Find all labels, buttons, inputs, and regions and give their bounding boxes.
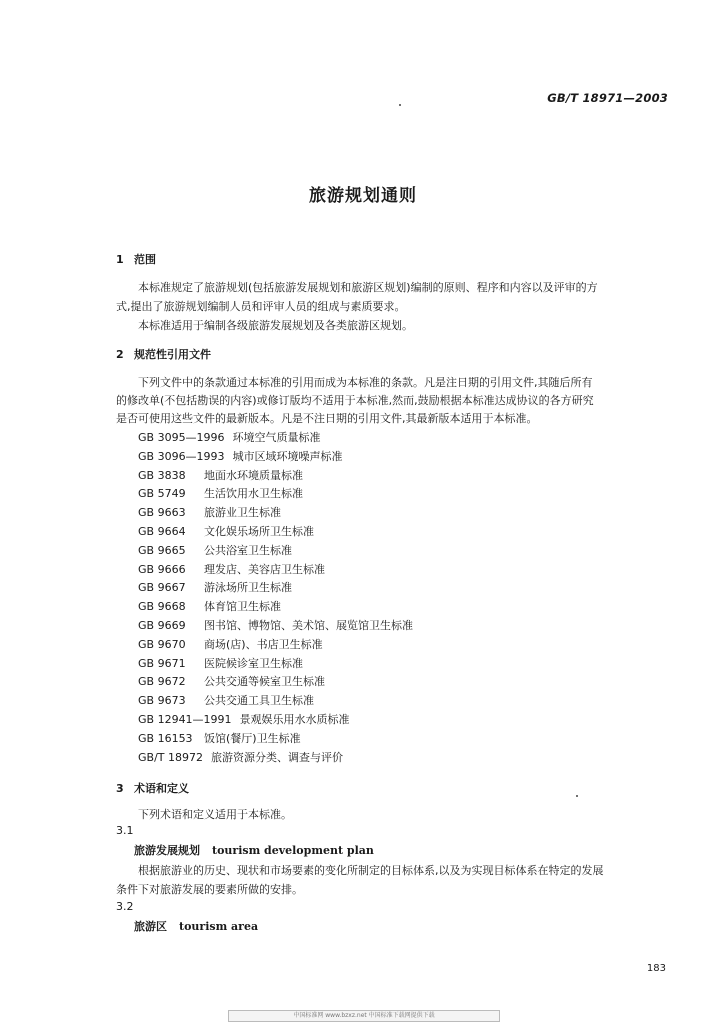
term-cn: 旅游发展规划 bbox=[134, 844, 200, 857]
reference-title: 游泳场所卫生标准 bbox=[204, 581, 292, 595]
term-en: tourism development plan bbox=[212, 844, 374, 857]
s2-para1-line3: 是否可使用这些文件的最新版本。凡是不注日期的引用文件,其最新版本适用于本标准。 bbox=[116, 412, 538, 425]
reference-code: GB 3096—1993 bbox=[138, 449, 225, 463]
watermark-banner: 中国标准网 www.bzxz.net 中国标准下载网提供下载 bbox=[228, 1010, 500, 1022]
reference-code: GB 3095—1996 bbox=[138, 431, 225, 444]
reference-title: 生活饮用水卫生标准 bbox=[204, 487, 303, 501]
s1-para1-line2: 式,提出了旅游规划编制人员和评审人员的组成与素质要求。 bbox=[116, 300, 406, 313]
reference-item bbox=[138, 655, 413, 674]
reference-code: GB 9666 bbox=[138, 562, 186, 576]
reference-title: 公共交通等候室卫生标准 bbox=[204, 675, 325, 689]
reference-code: GB 9672 bbox=[138, 675, 186, 689]
reference-item bbox=[138, 598, 413, 617]
reference-item bbox=[138, 692, 413, 711]
reference-code: GB 5749 bbox=[138, 487, 186, 501]
s2-para1-line1: 下列文件中的条款通过本标准的引用而成为本标准的条款。凡是注日期的引用文件,其随后所有 bbox=[138, 376, 593, 389]
section-number: 2 bbox=[116, 348, 124, 361]
s3-intro: 下列术语和定义适用于本标准。 bbox=[138, 808, 292, 821]
term-3-1 bbox=[134, 842, 374, 858]
reference-item bbox=[138, 561, 413, 580]
reference-item bbox=[138, 448, 413, 467]
reference-title: 医院候诊室卫生标准 bbox=[204, 656, 303, 670]
reference-code: GB 9664 bbox=[138, 524, 186, 538]
reference-code: GB 9667 bbox=[138, 581, 186, 595]
document-title: 旅游规划通则 bbox=[309, 186, 417, 206]
reference-code: GB 9671 bbox=[138, 656, 186, 670]
reference-item bbox=[138, 673, 413, 692]
reference-item bbox=[138, 467, 413, 486]
reference-title: 公共交通工具卫生标准 bbox=[204, 694, 314, 708]
section-number: 3 bbox=[116, 782, 124, 795]
section-title: 范围 bbox=[134, 253, 156, 266]
reference-title: 饭馆(餐厅)卫生标准 bbox=[204, 731, 301, 745]
reference-item bbox=[138, 429, 413, 448]
reference-title: 文化娱乐场所卫生标准 bbox=[204, 524, 314, 538]
scan-speck bbox=[399, 104, 401, 106]
reference-item bbox=[138, 730, 413, 749]
reference-title: 地面水环境质量标准 bbox=[204, 468, 303, 482]
section-title: 术语和定义 bbox=[134, 782, 189, 795]
reference-title: 公共浴室卫生标准 bbox=[204, 543, 292, 557]
reference-item bbox=[138, 711, 413, 730]
section-2-heading bbox=[116, 346, 211, 362]
term-en: tourism area bbox=[179, 920, 259, 933]
reference-title: 商场(店)、书店卫生标准 bbox=[204, 637, 323, 651]
reference-item bbox=[138, 485, 413, 504]
reference-item bbox=[138, 579, 413, 598]
reference-title: 旅游业卫生标准 bbox=[204, 506, 281, 520]
term-3-1-definition-line1: 根据旅游业的历史、现状和市场要素的变化所制定的目标体系,以及为实现目标体系在特定的发展 bbox=[138, 864, 604, 877]
reference-code: GB 9665 bbox=[138, 543, 186, 557]
scan-speck bbox=[576, 795, 578, 797]
page-number: 183 bbox=[646, 963, 666, 974]
s2-para1-line2: 的修改单(不包括勘误的内容)或修订版均不适用于本标准,然而,鼓励根据本标准达成协议的各方研究 bbox=[116, 394, 594, 407]
term-3-2-number: 3.2 bbox=[116, 900, 134, 913]
reference-item bbox=[138, 749, 413, 768]
reference-code: GB 3838 bbox=[138, 468, 186, 482]
standard-code: GB/T 18971—2003 bbox=[547, 91, 668, 105]
reference-code: GB 16153 bbox=[138, 731, 193, 745]
s1-para2: 本标准适用于编制各级旅游发展规划及各类旅游区规划。 bbox=[138, 319, 413, 332]
section-3-heading bbox=[116, 780, 189, 796]
reference-code: GB 9668 bbox=[138, 600, 186, 614]
reference-code: GB 9670 bbox=[138, 637, 186, 651]
section-title: 规范性引用文件 bbox=[134, 348, 211, 361]
s1-para1-line1: 本标准规定了旅游规划(包括旅游发展规划和旅游区规划)编制的原则、程序和内容以及评审的方 bbox=[138, 281, 598, 294]
reference-code: GB/T 18972 bbox=[138, 750, 203, 764]
term-cn: 旅游区 bbox=[134, 920, 167, 933]
term-3-1-number: 3.1 bbox=[116, 824, 134, 837]
reference-title: 景观娱乐用水水质标准 bbox=[239, 712, 350, 726]
reference-item bbox=[138, 504, 413, 523]
reference-code: GB 12941—1991 bbox=[138, 712, 232, 726]
reference-item bbox=[138, 523, 413, 542]
reference-title: 理发店、美容店卫生标准 bbox=[204, 562, 325, 576]
reference-item bbox=[138, 542, 413, 561]
reference-title: 环境空气质量标准 bbox=[232, 431, 321, 444]
reference-title: 图书馆、博物馆、美术馆、展览馆卫生标准 bbox=[204, 618, 413, 632]
reference-title: 旅游资源分类、调查与评价 bbox=[211, 750, 343, 764]
reference-item bbox=[138, 617, 413, 636]
section-number: 1 bbox=[116, 253, 124, 266]
reference-title: 城市区域环境噪声标准 bbox=[232, 449, 343, 463]
reference-item bbox=[138, 636, 413, 655]
reference-code: GB 9663 bbox=[138, 506, 186, 520]
term-3-1-definition-line2: 条件下对旅游发展的要素所做的安排。 bbox=[116, 883, 303, 896]
reference-code: GB 9669 bbox=[138, 618, 186, 632]
normative-references-list bbox=[138, 429, 413, 767]
reference-code: GB 9673 bbox=[138, 694, 186, 708]
reference-title: 体育馆卫生标准 bbox=[204, 600, 281, 614]
term-3-2 bbox=[134, 918, 258, 934]
section-1-heading bbox=[116, 251, 156, 267]
